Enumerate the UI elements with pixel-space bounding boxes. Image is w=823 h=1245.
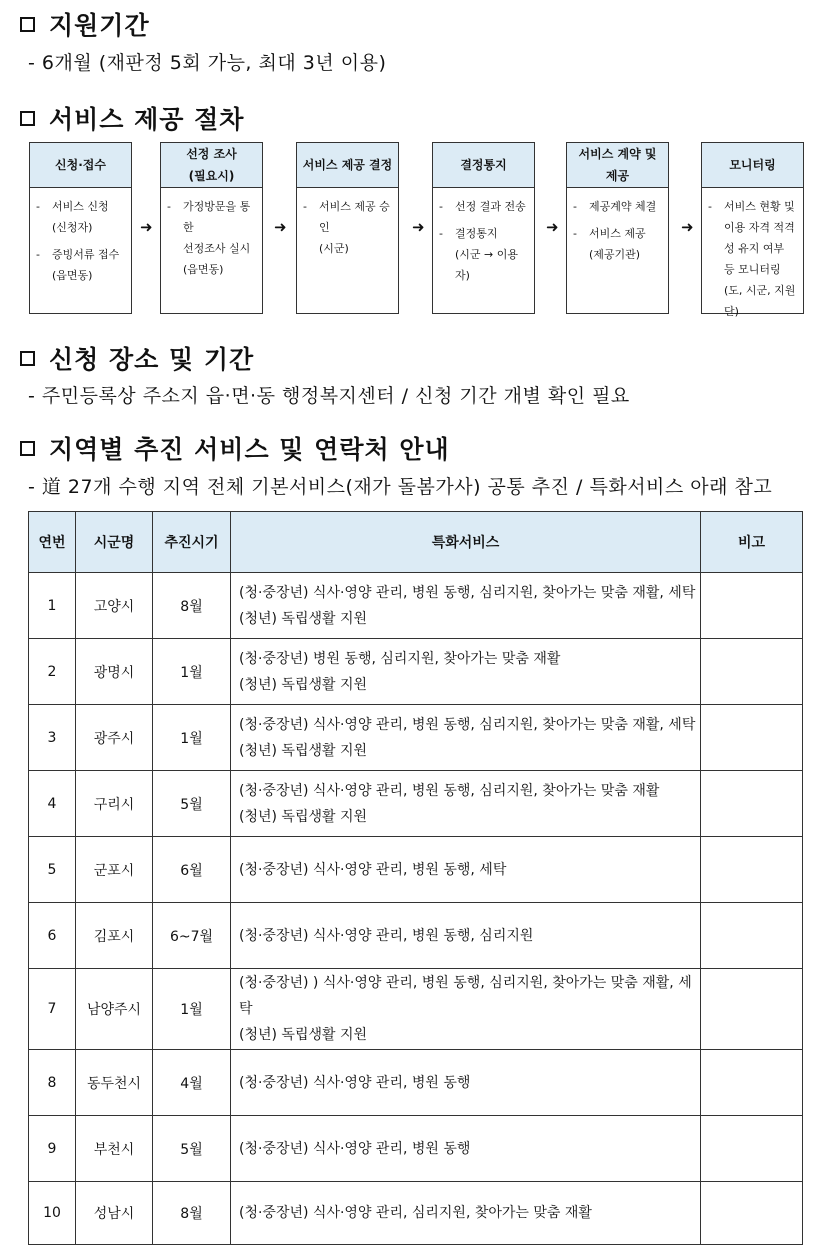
cell-note (701, 1182, 803, 1245)
cell-special-service: (청·중장년) 식사·영양 관리, 병원 동행 (231, 1050, 701, 1116)
cell-special-service: (청·중장년) 식사·영양 관리, 병원 동행, 심리지원, 찾아가는 맞춤 재활 (청년) 독립생활 지원 (231, 771, 701, 837)
table-row (29, 639, 803, 705)
table-row (29, 771, 803, 837)
cell-period: 8월 (153, 573, 231, 639)
section-heading-support-period (20, 6, 150, 42)
process-step-item-text: 서비스 신청 (신청자) (52, 200, 109, 234)
cell-period: 6~7월 (153, 903, 231, 969)
table-row (29, 903, 803, 969)
cell-city: 구리시 (76, 771, 153, 837)
section-heading-application-place (20, 340, 254, 376)
dash-bullet-icon: - (439, 227, 443, 240)
process-step-item-text: 가정방문을 통한 선정조사 실시 (읍면동) (183, 200, 251, 276)
process-step-item (439, 196, 530, 217)
section-title: 신청 장소 및 기간 (49, 345, 255, 374)
process-step-item (708, 196, 799, 322)
cell-period: 5월 (153, 771, 231, 837)
process-step (160, 142, 263, 314)
process-step-item (303, 196, 394, 259)
cell-city: 성남시 (76, 1182, 153, 1245)
process-step (29, 142, 132, 314)
cell-period: 1월 (153, 969, 231, 1050)
process-step-item-text: 제공계약 체결 (589, 200, 657, 213)
table-row (29, 705, 803, 771)
process-step-item-text: 선정 결과 전송 (455, 200, 526, 213)
process-step (432, 142, 535, 314)
arrow-right-icon: ➜ (274, 218, 287, 236)
process-step-item-text: 서비스 제공 승인 (시군) (319, 200, 390, 255)
process-step-item (573, 223, 664, 265)
process-step-item (439, 223, 530, 286)
cell-special-service: (청·중장년) 식사·영양 관리, 병원 동행, 심리지원, 찾아가는 맞춤 재활, 세탁 (청년) 독립생활 지원 (231, 573, 701, 639)
cell-no: 1 (29, 573, 76, 639)
checkbox-square-icon (20, 351, 35, 366)
process-step-body (297, 188, 398, 259)
process-step-body (161, 188, 262, 280)
process-step-body (567, 188, 668, 265)
process-step-body (30, 188, 131, 286)
cell-period: 4월 (153, 1050, 231, 1116)
process-step-title: 선정 조사 (필요시) (161, 143, 262, 188)
cell-period: 8월 (153, 1182, 231, 1245)
checkbox-square-icon (20, 441, 35, 456)
process-step-item-text: 증빙서류 접수 (읍면동) (52, 248, 120, 282)
table-row (29, 573, 803, 639)
process-step-title: 모니터링 (702, 143, 803, 188)
arrow-right-icon: ➜ (546, 218, 559, 236)
process-step-body (433, 188, 534, 286)
cell-no: 8 (29, 1050, 76, 1116)
process-step-body (702, 188, 803, 322)
cell-note (701, 705, 803, 771)
process-step-item (167, 196, 258, 280)
arrow-right-icon: ➜ (412, 218, 425, 236)
header-special-service: 특화서비스 (231, 512, 701, 573)
cell-city: 동두천시 (76, 1050, 153, 1116)
dash-bullet-icon: - (36, 200, 40, 213)
cell-special-service: (청·중장년) ) 식사·영양 관리, 병원 동행, 심리지원, 찾아가는 맞춤 재활, 세탁 (청년) 독립생활 지원 (231, 969, 701, 1050)
dash-bullet-icon: - (708, 200, 712, 213)
cell-note (701, 573, 803, 639)
cell-no: 10 (29, 1182, 76, 1245)
cell-period: 1월 (153, 705, 231, 771)
cell-note (701, 969, 803, 1050)
cell-special-service: (청·중장년) 식사·영양 관리, 병원 동행, 심리지원, 찾아가는 맞춤 재활, 세탁 (청년) 독립생활 지원 (231, 705, 701, 771)
table-header-row (29, 512, 803, 573)
header-note: 비고 (701, 512, 803, 573)
section-title: 지원기간 (49, 11, 150, 40)
cell-note (701, 1116, 803, 1182)
dash-bullet-icon: - (36, 248, 40, 261)
process-step (566, 142, 669, 314)
cell-city: 부천시 (76, 1116, 153, 1182)
section-title: 서비스 제공 절차 (49, 105, 245, 134)
process-step-item-text: 서비스 제공 (제공기관) (589, 227, 646, 261)
cell-no: 6 (29, 903, 76, 969)
cell-note (701, 1050, 803, 1116)
cell-no: 7 (29, 969, 76, 1050)
cell-note (701, 771, 803, 837)
regional-services-text: - 道 27개 수행 지역 전체 기본서비스(재가 돌봄가사) 공통 추진 / 특화서비스 아래 참고 (28, 476, 773, 498)
cell-special-service: (청·중장년) 식사·영양 관리, 심리지원, 찾아가는 맞춤 재활 (231, 1182, 701, 1245)
dash-bullet-icon: - (167, 200, 171, 213)
header-period: 추진시기 (153, 512, 231, 573)
header-no: 연번 (29, 512, 76, 573)
section-heading-service-procedure (20, 100, 244, 136)
cell-period: 6월 (153, 837, 231, 903)
process-step-title: 서비스 계약 및 제공 (567, 143, 668, 188)
cell-city: 군포시 (76, 837, 153, 903)
table-row (29, 1116, 803, 1182)
cell-special-service: (청·중장년) 병원 동행, 심리지원, 찾아가는 맞춤 재활 (청년) 독립생활 지원 (231, 639, 701, 705)
table-row (29, 1050, 803, 1116)
cell-no: 9 (29, 1116, 76, 1182)
cell-no: 4 (29, 771, 76, 837)
cell-special-service: (청·중장년) 식사·영양 관리, 병원 동행, 심리지원 (231, 903, 701, 969)
process-step-title: 서비스 제공 결정 (297, 143, 398, 188)
process-step-title: 결정통지 (433, 143, 534, 188)
section-title: 지역별 추진 서비스 및 연락처 안내 (49, 435, 450, 464)
cell-period: 1월 (153, 639, 231, 705)
process-step-title: 신청·접수 (30, 143, 131, 188)
section-heading-regional-services (20, 430, 450, 466)
table-row (29, 969, 803, 1050)
application-place-text: - 주민등록상 주소지 읍·면·동 행정복지센터 / 신청 기간 개별 확인 필요 (28, 385, 630, 407)
process-step-item-text: 서비스 현황 및 이용 자격 적격 성 유지 여부 등 모니터링 (도, 시군, 지원단) (724, 200, 796, 318)
table-row (29, 1182, 803, 1245)
cell-note (701, 639, 803, 705)
cell-note (701, 837, 803, 903)
table-row (29, 837, 803, 903)
process-step-item-text: 결정통지 (시군 → 이용자) (455, 227, 519, 282)
cell-city: 광주시 (76, 705, 153, 771)
arrow-right-icon: ➜ (681, 218, 694, 236)
dash-bullet-icon: - (573, 227, 577, 240)
cell-city: 광명시 (76, 639, 153, 705)
cell-special-service: (청·중장년) 식사·영양 관리, 병원 동행 (231, 1116, 701, 1182)
cell-special-service: (청·중장년) 식사·영양 관리, 병원 동행, 세탁 (231, 837, 701, 903)
dash-bullet-icon: - (303, 200, 307, 213)
checkbox-square-icon (20, 111, 35, 126)
dash-bullet-icon: - (573, 200, 577, 213)
cell-note (701, 903, 803, 969)
dash-bullet-icon: - (439, 200, 443, 213)
cell-period: 5월 (153, 1116, 231, 1182)
process-step-item (36, 244, 127, 286)
regional-services-table (28, 511, 803, 1245)
process-step (701, 142, 804, 318)
process-step-item (573, 196, 664, 217)
cell-city: 김포시 (76, 903, 153, 969)
support-period-text: - 6개월 (재판정 5회 가능, 최대 3년 이용) (28, 52, 387, 74)
cell-city: 고양시 (76, 573, 153, 639)
arrow-right-icon: ➜ (140, 218, 153, 236)
cell-no: 2 (29, 639, 76, 705)
checkbox-square-icon (20, 17, 35, 32)
process-step-item (36, 196, 127, 238)
cell-no: 5 (29, 837, 76, 903)
cell-no: 3 (29, 705, 76, 771)
cell-city: 남양주시 (76, 969, 153, 1050)
header-city: 시군명 (76, 512, 153, 573)
process-step (296, 142, 399, 314)
